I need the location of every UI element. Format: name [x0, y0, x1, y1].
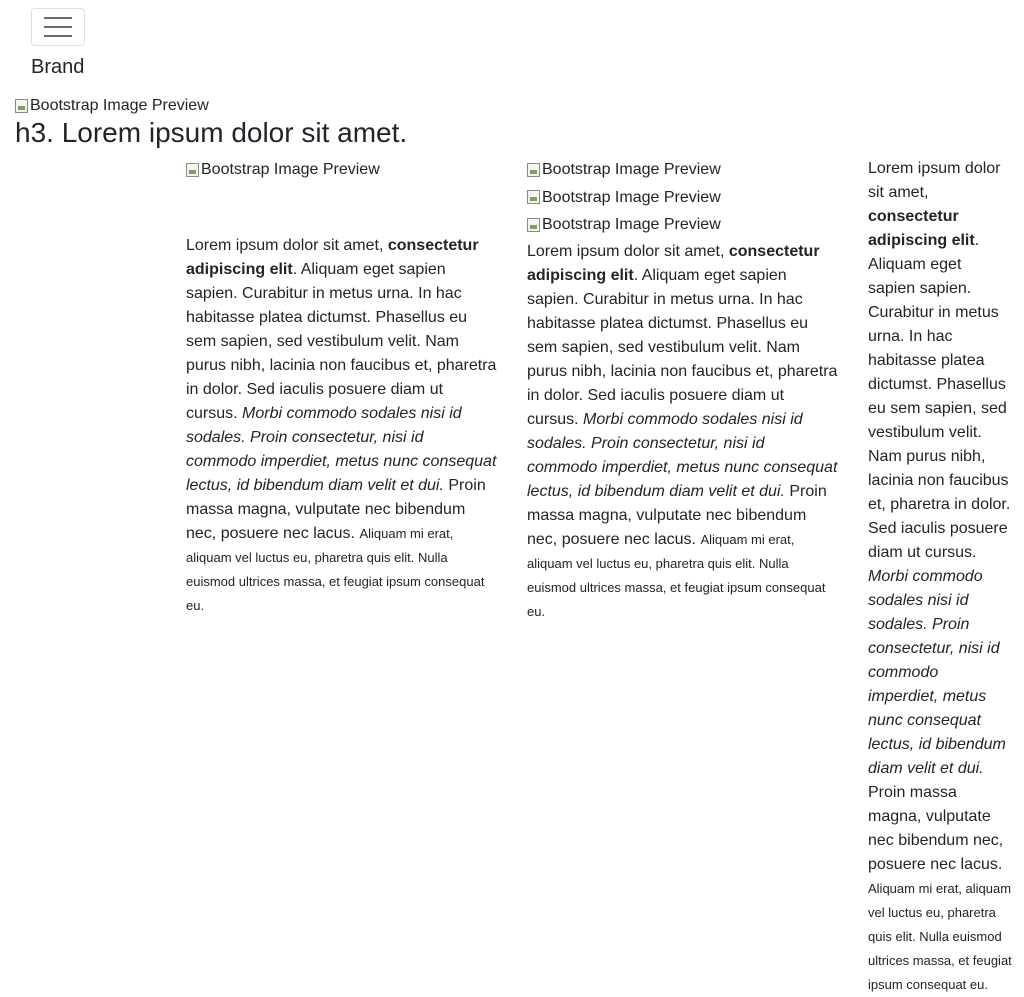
paragraph-text: . Aliquam eget sapien sapien. Curabitur in metus urna. In hac habitasse platea dictumst. Phasellus eu sem sapien, sed vestibulum velit. Nam purus nibh, lacinia non faucibus et, pharetra in dolor. Sed iaculis posuere diam ut cursus. — [527, 266, 838, 428]
brand-link[interactable]: Brand — [31, 56, 85, 78]
paragraph-text: . Aliquam eget sapien sapien. Curabitur in metus urna. In hac habitasse platea dictumst. Phasellus eu sem sapien, sed vestibulum velit. Nam purus nibh, lacinia non faucibus et, pharetra in dolor. Sed iaculis posuere diam ut cursus. — [186, 260, 497, 422]
column-image — [527, 185, 721, 210]
hamburger-icon — [44, 17, 72, 19]
paragraph-emphasis: Morbi commodo sodales nisi id sodales. Proin consectetur, nisi id commodo imperdiet, metus nunc consequat lectus, id bibendum diam velit et dui. — [868, 568, 1006, 777]
hamburger-icon — [44, 35, 72, 37]
paragraph-emphasis: Morbi commodo sodales nisi id sodales. Proin consectetur, nisi id commodo imperdiet, metus nunc consequat lectus, id bibendum diam velit et dui. — [527, 410, 838, 500]
content-column-2 — [527, 157, 839, 624]
paragraph-tail: Proin massa magna, vulputate nec bibendum nec, posuere nec lacus. — [527, 482, 827, 548]
column-image — [186, 157, 380, 182]
body-paragraph — [527, 240, 839, 624]
broken-image-icon — [186, 163, 199, 177]
body-paragraph — [186, 234, 498, 618]
broken-image-icon — [527, 163, 540, 177]
paragraph-strong: consectetur adipiscing elit — [186, 236, 479, 278]
paragraph-emphasis: Morbi commodo sodales nisi id sodales. Proin consectetur, nisi id commodo imperdiet, metus nunc consequat lectus, id bibendum diam velit et dui. — [186, 404, 497, 494]
paragraph-lead: Lorem ipsum dolor sit amet, — [186, 236, 388, 254]
paragraph-tail: Proin massa magna, vulputate nec bibendum nec, posuere nec lacus. — [868, 784, 1004, 873]
hamburger-icon — [44, 26, 72, 28]
paragraph-lead: Lorem ipsum dolor sit amet, — [527, 242, 729, 260]
hero-image — [15, 95, 209, 117]
paragraph-small-text: Aliquam mi erat, aliquam vel luctus eu, pharetra quis elit. Nulla euismod ultrices massa, et feugiat ipsum consequat eu. — [186, 525, 485, 613]
paragraph-small-text: Aliquam mi erat, aliquam vel luctus eu, pharetra quis elit. Nulla euismod ultrices massa, et feugiat ipsum consequat eu. — [527, 531, 826, 619]
paragraph-strong: consectetur adipiscing elit — [868, 208, 975, 249]
content-column-3 — [868, 157, 1012, 997]
broken-image-icon — [15, 99, 28, 113]
column-image-alt: Bootstrap Image Preview — [201, 161, 380, 178]
navbar-toggler-button[interactable] — [31, 8, 85, 46]
paragraph-tail: Proin massa magna, vulputate nec bibendum nec, posuere nec lacus. — [186, 476, 486, 542]
paragraph-lead: Lorem ipsum dolor sit amet, — [868, 160, 1001, 201]
column-image — [527, 157, 721, 182]
broken-image-icon — [527, 218, 540, 232]
page-heading: h3. Lorem ipsum dolor sit amet. — [15, 117, 408, 148]
broken-image-icon — [527, 190, 540, 204]
column-image-alt: Bootstrap Image Preview — [542, 161, 721, 178]
column-image-alt: Bootstrap Image Preview — [542, 216, 721, 233]
hero-image-alt: Bootstrap Image Preview — [30, 97, 209, 114]
column-image-alt: Bootstrap Image Preview — [542, 188, 721, 206]
paragraph-text: . Aliquam eget sapien sapien. Curabitur in metus urna. In hac habitasse platea dictumst. Phasellus eu sem sapien, sed vestibulum velit. Nam purus nibh, lacinia non faucibus et, pharetra in dolor. Sed iaculis posuere diam ut cursus. — [868, 232, 1011, 561]
body-paragraph — [868, 157, 1012, 997]
paragraph-strong: consectetur adipiscing elit — [527, 242, 820, 284]
content-column-1 — [186, 157, 498, 618]
column-image — [527, 212, 721, 237]
paragraph-small-text: Aliquam mi erat, aliquam vel luctus eu, pharetra quis elit. Nulla euismod ultrices massa, et feugiat ipsum consequat eu. — [868, 881, 1012, 992]
navbar — [0, 0, 1024, 86]
